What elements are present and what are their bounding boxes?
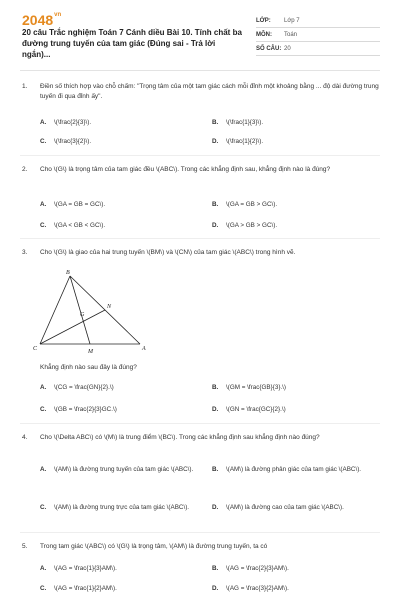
- option-b[interactable]: B. \(GM = \frac{GB}{3}.\): [212, 384, 287, 391]
- question-text: Cho \(G\) là trọng tâm của tam giác đều \(ABC\). Trong các khẳng định sau, khẳng định nào là đúng?: [40, 166, 331, 173]
- question-text: Khẳng định nào sau đây là đúng?: [40, 364, 137, 371]
- option-c[interactable]: C. \(\frac{3}{2}\).: [40, 138, 92, 145]
- option-c[interactable]: C. \(GB = \frac{2}{3}GC.\): [40, 406, 117, 413]
- option-d[interactable]: D. \(GN = \frac{GC}{2}.\): [212, 406, 286, 413]
- meta-label: LỚP:: [256, 17, 271, 24]
- option-b[interactable]: B. \(\frac{1}{3}\).: [212, 119, 264, 126]
- option-a[interactable]: A. \(\frac{2}{3}\).: [40, 119, 92, 126]
- question-number: 2.: [22, 166, 28, 173]
- question-text: Trong tam giác \(ABC\) có \(G\) là trọng tâm, \(AM\) là đường trung tuyến, ta có: [40, 543, 268, 550]
- option-c[interactable]: C. \(AG = \frac{1}{2}AM\).: [40, 585, 117, 592]
- meta-label: SỐ CÂU:: [256, 45, 282, 52]
- meta-value: Lớp 7: [284, 17, 300, 24]
- document-meta: [256, 14, 380, 56]
- point-label-m: M: [88, 349, 93, 354]
- question-number: 5.: [22, 543, 28, 550]
- meta-label: MÔN:: [256, 31, 272, 38]
- question-number: 4.: [22, 434, 28, 441]
- option-c[interactable]: C. \(GA < GB < GC\).: [40, 222, 106, 229]
- option-a[interactable]: A. \(AM\) là đường trung tuyến của tam giác \(ABC\).: [40, 466, 194, 473]
- meta-value: Toán: [284, 31, 298, 38]
- option-d[interactable]: D. \(\frac{1}{2}\).: [212, 138, 264, 145]
- question-divider: [20, 423, 380, 424]
- page-header: [0, 0, 400, 60]
- option-a[interactable]: A. \(GA = GB = GC\).: [40, 201, 106, 208]
- vertex-label-a: A: [142, 346, 146, 352]
- question-text: Điền số thích hợp vào chỗ chấm: "Trọng tâm của một tam giác cách mỗi đỉnh một khoảng bằng ... độ dài đường trung tuyến đi qua đỉnh ấy".: [40, 83, 379, 100]
- option-d[interactable]: D. \(AM\) là đường cao của tam giác \(ABC\).: [212, 504, 344, 511]
- meta-value: 20: [284, 45, 291, 52]
- logo-text: 2048: [22, 12, 54, 28]
- vertex-label-c: C: [33, 346, 38, 352]
- option-b[interactable]: B. \(GA = GB > GC\).: [212, 201, 278, 208]
- logo-suffix: vn: [54, 12, 62, 18]
- vertex-label-b: B: [66, 270, 70, 276]
- meta-row-class: [256, 14, 380, 28]
- question-divider: [20, 238, 380, 239]
- triangle-figure: [30, 264, 155, 354]
- option-b[interactable]: B. \(AM\) là đường phân giác của tam giác \(ABC\).: [212, 466, 362, 473]
- option-c[interactable]: C. \(AM\) là đường trung trực của tam giác \(ABC\).: [40, 504, 190, 511]
- meta-row-subject: [256, 28, 380, 42]
- option-b[interactable]: B. \(AG = \frac{2}{3}AM\).: [212, 565, 289, 572]
- option-a[interactable]: A. \(CG = \frac{GN}{2}.\): [40, 384, 114, 391]
- point-label-n: N: [107, 304, 112, 310]
- question-text: Cho \(\Delta ABC\) có \(M\) là trung điểm \(BC\). Trong các khẳng định sau khẳng định nào đúng?: [40, 434, 320, 441]
- site-logo[interactable]: [22, 12, 61, 28]
- option-a[interactable]: A. \(AG = \frac{1}{3}AM\).: [40, 565, 117, 572]
- document-title: 20 câu Trắc nghiệm Toán 7 Cánh diều Bài 10. Tính chất ba đường trung tuyến của tam giác (Đúng sai - Trả lời ngắn)...: [22, 28, 242, 59]
- question-number: 1.: [22, 83, 28, 90]
- option-d[interactable]: D. \(GA > GB > GC\).: [212, 222, 278, 229]
- meta-row-count: [256, 42, 380, 56]
- question-divider: [20, 155, 380, 156]
- point-label-g: G: [80, 312, 85, 318]
- question-number: 3.: [22, 249, 28, 256]
- question-text: Cho \(G\) là giao của hai trung tuyến \(BM\) và \(CN\) của tam giác \(ABC\) trong hình vẽ.: [40, 249, 296, 256]
- header-divider: [20, 70, 380, 71]
- option-d[interactable]: D. \(AG = \frac{3}{2}AM\).: [212, 585, 289, 592]
- question-divider: [20, 532, 380, 533]
